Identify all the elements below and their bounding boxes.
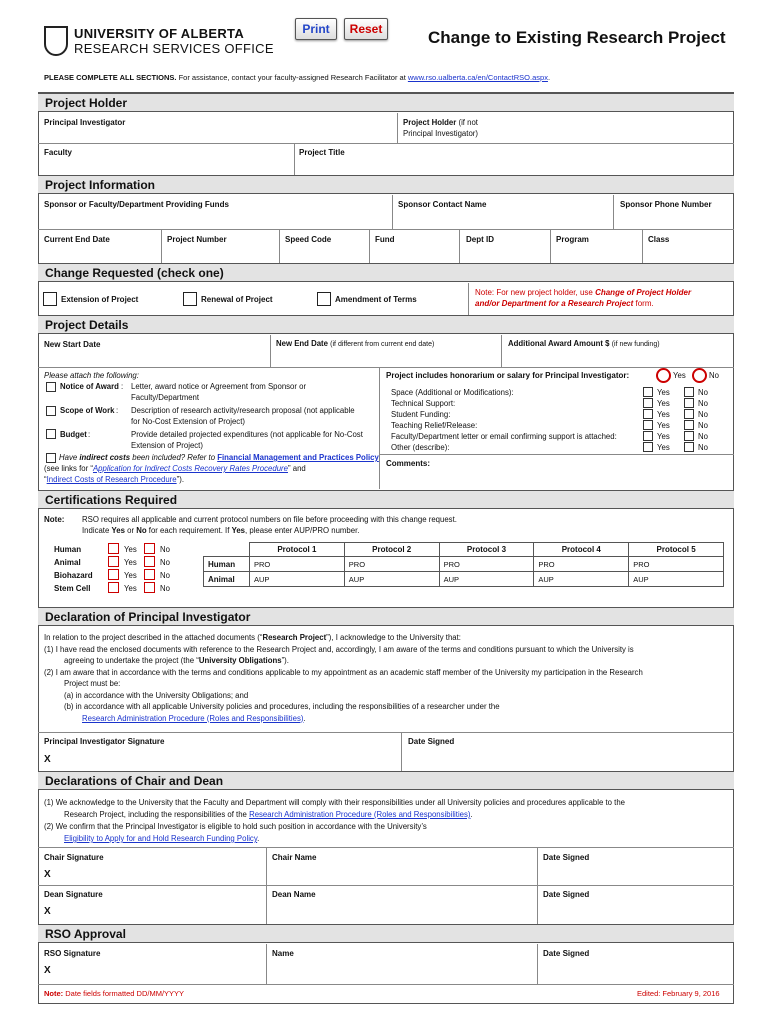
reset-button[interactable]: Reset bbox=[344, 18, 388, 40]
scope-work-checkbox[interactable] bbox=[46, 406, 56, 416]
yes-label: Yes bbox=[657, 432, 670, 441]
instructions: PLEASE COMPLETE ALL SECTIONS. For assistance, contact your faculty-assigned Research Facilitator at www.rso.ualberta.ca/en/ContactRSO.aspx. bbox=[44, 73, 551, 82]
support-item: Space (Additional or Modifications): bbox=[391, 388, 514, 397]
section-project-details: Project Details bbox=[38, 315, 734, 334]
stemcell-no-checkbox[interactable] bbox=[144, 582, 155, 593]
item-no-checkbox[interactable] bbox=[684, 431, 694, 441]
fund-label: Fund bbox=[375, 235, 395, 244]
aup-field[interactable]: AUP bbox=[439, 572, 534, 587]
eligibility-policy-link[interactable]: Eligibility to Apply for and Hold Research Funding Policy bbox=[64, 834, 258, 843]
item-yes-checkbox[interactable] bbox=[643, 398, 653, 408]
protocol-header: Protocol 4 bbox=[534, 543, 629, 557]
university-name: UNIVERSITY OF ALBERTA bbox=[74, 26, 245, 41]
yes-label: Yes bbox=[657, 410, 670, 419]
aup-field[interactable]: AUP bbox=[534, 572, 629, 587]
pro-field[interactable]: PRO bbox=[534, 557, 629, 572]
renewal-label: Renewal of Project bbox=[201, 295, 273, 304]
support-item: Student Funding: bbox=[391, 410, 451, 419]
print-button[interactable]: Print bbox=[295, 18, 337, 40]
notice-award-label: Notice of Award bbox=[60, 382, 119, 391]
cert-note: RSO requires all applicable and current protocol numbers on file before proceeding with this change request. Indicate Yes or No for each requirement. If Yes, please enter AUP/PRO number. bbox=[82, 515, 457, 535]
human-yes-checkbox[interactable] bbox=[108, 543, 119, 554]
section-certifications: Certifications Required bbox=[38, 490, 734, 509]
item-no-checkbox[interactable] bbox=[684, 387, 694, 397]
current-end-date-label: Current End Date bbox=[44, 235, 110, 244]
no-label: No bbox=[698, 410, 708, 419]
section-project-holder: Project Holder bbox=[38, 93, 734, 112]
section-change-requested: Change Requested (check one) bbox=[38, 263, 734, 282]
yes-label: Yes bbox=[657, 421, 670, 430]
sponsor-contact-label: Sponsor Contact Name bbox=[398, 200, 487, 209]
rso-name-label: Name bbox=[272, 949, 294, 958]
rso-date-label: Date Signed bbox=[543, 949, 590, 958]
project-number-label: Project Number bbox=[167, 235, 227, 244]
cert-row-label: Biohazard bbox=[54, 571, 93, 580]
item-yes-checkbox[interactable] bbox=[643, 409, 653, 419]
budget-checkbox[interactable] bbox=[46, 429, 56, 439]
university-crest-icon bbox=[44, 26, 68, 56]
section-declaration-chair-dean: Declarations of Chair and Dean bbox=[38, 771, 734, 790]
animal-no-checkbox[interactable] bbox=[144, 556, 155, 567]
yes-label: Yes bbox=[124, 584, 137, 593]
protocol-header: Protocol 1 bbox=[250, 543, 345, 557]
amendment-checkbox[interactable] bbox=[317, 292, 331, 306]
dept-id-label: Dept ID bbox=[466, 235, 494, 244]
dean-name-label: Dean Name bbox=[272, 890, 316, 899]
attach-heading: Please attach the following: bbox=[44, 371, 139, 380]
chair-date-label: Date Signed bbox=[543, 853, 590, 862]
scope-work-label: Scope of Work bbox=[60, 406, 115, 415]
class-label: Class bbox=[648, 235, 670, 244]
pi-declaration-text: In relation to the project described in the attached documents (“Research Project”), I acknowledge to the University that: (1) I have read the enclosed documents with reference to the Research Project and, accordingly, I am aware of the terms and conditions pursuant to which the University is agreeing to undertake the project (the “University Obligations”). (2) I am aware that in accordance with the terms and conditions applicable to my appointment as an academic staff member of the University my participation in the Research Project must be: (a) in accordance with the University Obligations; and (b) in accordance with all applicable University policies and procedures, including the responsibilities of a researcher under the Research Administration Procedure (Roles and Responsibilities). bbox=[44, 633, 643, 723]
extension-label: Extension of Project bbox=[61, 295, 139, 304]
stemcell-yes-checkbox[interactable] bbox=[108, 582, 119, 593]
cert-note-label: Note: bbox=[44, 515, 65, 524]
pi-signature-x[interactable]: X bbox=[44, 754, 51, 765]
footer-note: Note: Date fields formatted DD/MM/YYYY bbox=[44, 989, 185, 998]
extension-checkbox[interactable] bbox=[43, 292, 57, 306]
pro-field[interactable]: PRO bbox=[439, 557, 534, 572]
honorarium-no-radio[interactable] bbox=[692, 368, 707, 383]
section-project-information: Project Information bbox=[38, 175, 734, 194]
dean-signature-x[interactable]: X bbox=[44, 906, 51, 917]
new-end-date-label: New End Date (if different from current end date) bbox=[276, 339, 435, 348]
program-label: Program bbox=[556, 235, 589, 244]
no-label: No bbox=[160, 584, 170, 593]
icr-procedure-link[interactable]: Indirect Costs of Research Procedure bbox=[46, 475, 177, 484]
yes-label: Yes bbox=[124, 545, 137, 554]
aup-field[interactable]: AUP bbox=[629, 572, 724, 587]
yes-label: Yes bbox=[124, 558, 137, 567]
section-declaration-pi: Declaration of Principal Investigator bbox=[38, 607, 734, 626]
form-title: Change to Existing Research Project bbox=[428, 28, 726, 47]
yes-label: Yes bbox=[657, 399, 670, 408]
budget-desc: Provide detailed projected expenditures (not applicable for No-Cost Extension of Project) bbox=[131, 430, 363, 450]
budget-label: Budget bbox=[60, 430, 87, 439]
research-admin-link[interactable]: Research Administration Procedure (Roles and Responsibilities) bbox=[249, 810, 471, 819]
item-yes-checkbox[interactable] bbox=[643, 387, 653, 397]
no-label: No bbox=[698, 443, 708, 452]
indirect-links-text: (see links for “Application for Indirect Costs Recovery Rates Procedure” and “Indirect Costs of Research Procedure”). bbox=[44, 464, 306, 484]
support-item: Technical Support: bbox=[391, 399, 456, 408]
honorarium-no-label: No bbox=[709, 371, 719, 380]
notice-award-checkbox[interactable] bbox=[46, 382, 56, 392]
renewal-checkbox[interactable] bbox=[183, 292, 197, 306]
pi-label: Principal Investigator bbox=[44, 118, 126, 127]
honorarium-yes-radio[interactable] bbox=[656, 368, 671, 383]
item-no-checkbox[interactable] bbox=[684, 409, 694, 419]
item-yes-checkbox[interactable] bbox=[643, 420, 653, 430]
no-label: No bbox=[160, 558, 170, 567]
aup-field[interactable]: AUP bbox=[344, 572, 439, 587]
contact-rso-link[interactable]: www.rso.ualberta.ca/en/ContactRSO.aspx bbox=[407, 73, 548, 82]
dean-signature-label: Dean Signature bbox=[44, 890, 103, 899]
fmp-policy-link[interactable]: Financial Management and Practices Policy bbox=[217, 453, 379, 462]
pro-field[interactable]: PRO bbox=[250, 557, 345, 572]
biohazard-yes-checkbox[interactable] bbox=[108, 569, 119, 580]
chair-dean-declaration-text: (1) We acknowledge to the University that the Faculty and Department will comply with their responsibilities under all University policies and procedures applicable to the Research Project, including the responsibilities of the Research Administration Procedure (Roles and Responsibilities). (2) We confirm that the Principal Investigator is eligible to hold such position in accordance with the University’s Eligibility to Apply for and Hold Research Funding Policy. bbox=[44, 798, 626, 843]
rso-signature-x[interactable]: X bbox=[44, 965, 51, 976]
protocol-header: Protocol 5 bbox=[629, 543, 724, 557]
chair-name-label: Chair Name bbox=[272, 853, 317, 862]
section-rso-approval: RSO Approval bbox=[38, 924, 734, 943]
animal-yes-checkbox[interactable] bbox=[108, 556, 119, 567]
yes-label: Yes bbox=[124, 571, 137, 580]
table-row-label: Human bbox=[204, 557, 250, 572]
icrr-procedure-link[interactable]: Application for Indirect Costs Recovery Rates Procedure bbox=[92, 464, 288, 473]
pro-field[interactable]: PRO bbox=[344, 557, 439, 572]
amendment-label: Amendment of Terms bbox=[335, 295, 417, 304]
dean-date-label: Date Signed bbox=[543, 890, 590, 899]
project-holder-label: Project Holder (if not Principal Investigator) bbox=[403, 118, 478, 138]
item-no-checkbox[interactable] bbox=[684, 398, 694, 408]
pi-signature-label: Principal Investigator Signature bbox=[44, 737, 165, 746]
sponsor-label: Sponsor or Faculty/Department Providing Funds bbox=[44, 200, 229, 209]
protocol-table bbox=[203, 542, 724, 587]
no-label: No bbox=[698, 421, 708, 430]
no-label: No bbox=[698, 399, 708, 408]
support-item: Teaching Relief/Release: bbox=[391, 421, 478, 430]
item-yes-checkbox[interactable] bbox=[643, 431, 653, 441]
aup-field[interactable]: AUP bbox=[250, 572, 345, 587]
rso-signature-label: RSO Signature bbox=[44, 949, 101, 958]
footer-edited: Edited: February 9, 2016 bbox=[637, 989, 720, 998]
research-admin-link[interactable]: Research Administration Procedure (Roles and Responsibilities) bbox=[82, 713, 304, 723]
honorarium-label: Project includes honorarium or salary for Principal Investigator: bbox=[386, 371, 630, 380]
biohazard-no-checkbox[interactable] bbox=[144, 569, 155, 580]
cert-row-label: Human bbox=[54, 545, 82, 554]
sponsor-phone-label: Sponsor Phone Number bbox=[620, 200, 712, 209]
item-no-checkbox[interactable] bbox=[684, 420, 694, 430]
item-yes-checkbox[interactable] bbox=[643, 442, 653, 452]
notice-award-desc: Letter, award notice or Agreement from Sponsor or Faculty/Department bbox=[131, 382, 307, 402]
office-name: RESEARCH SERVICES OFFICE bbox=[74, 41, 274, 56]
new-start-date-label: New Start Date bbox=[44, 340, 101, 349]
no-label: No bbox=[698, 388, 708, 397]
honorarium-yes-label: Yes bbox=[673, 371, 686, 380]
pro-field[interactable]: PRO bbox=[629, 557, 724, 572]
indirect-costs-checkbox[interactable] bbox=[46, 453, 56, 463]
no-label: No bbox=[160, 571, 170, 580]
indirect-costs-text: Have indirect costs been included? Refer to Financial Management and Practices Policy bbox=[59, 453, 379, 462]
item-no-checkbox[interactable] bbox=[684, 442, 694, 452]
award-amount-label: Additional Award Amount $ (if new funding) bbox=[508, 339, 660, 348]
chair-signature-x[interactable]: X bbox=[44, 869, 51, 880]
scope-work-desc: Description of research activity/research proposal (not applicable for No-Cost Extension of Project) bbox=[131, 406, 355, 426]
no-label: No bbox=[698, 432, 708, 441]
yes-label: Yes bbox=[657, 388, 670, 397]
speed-code-label: Speed Code bbox=[285, 235, 332, 244]
comments-label: Comments: bbox=[386, 459, 431, 468]
yes-label: Yes bbox=[657, 443, 670, 452]
no-label: No bbox=[160, 545, 170, 554]
protocol-header: Protocol 2 bbox=[344, 543, 439, 557]
project-title-label: Project Title bbox=[299, 148, 345, 157]
change-note: Note: For new project holder, use Change of Project Holder and/or Department for a Research Project form. bbox=[475, 288, 692, 308]
support-item: Other (describe): bbox=[391, 443, 450, 452]
chair-signature-label: Chair Signature bbox=[44, 853, 104, 862]
cert-row-label: Animal bbox=[54, 558, 81, 567]
pi-date-label: Date Signed bbox=[408, 737, 455, 746]
support-item: Faculty/Department letter or email confirming support is attached: bbox=[391, 432, 617, 441]
table-row-label: Animal bbox=[204, 572, 250, 587]
cert-row-label: Stem Cell bbox=[54, 584, 91, 593]
human-no-checkbox[interactable] bbox=[144, 543, 155, 554]
faculty-label: Faculty bbox=[44, 148, 73, 157]
protocol-header: Protocol 3 bbox=[439, 543, 534, 557]
